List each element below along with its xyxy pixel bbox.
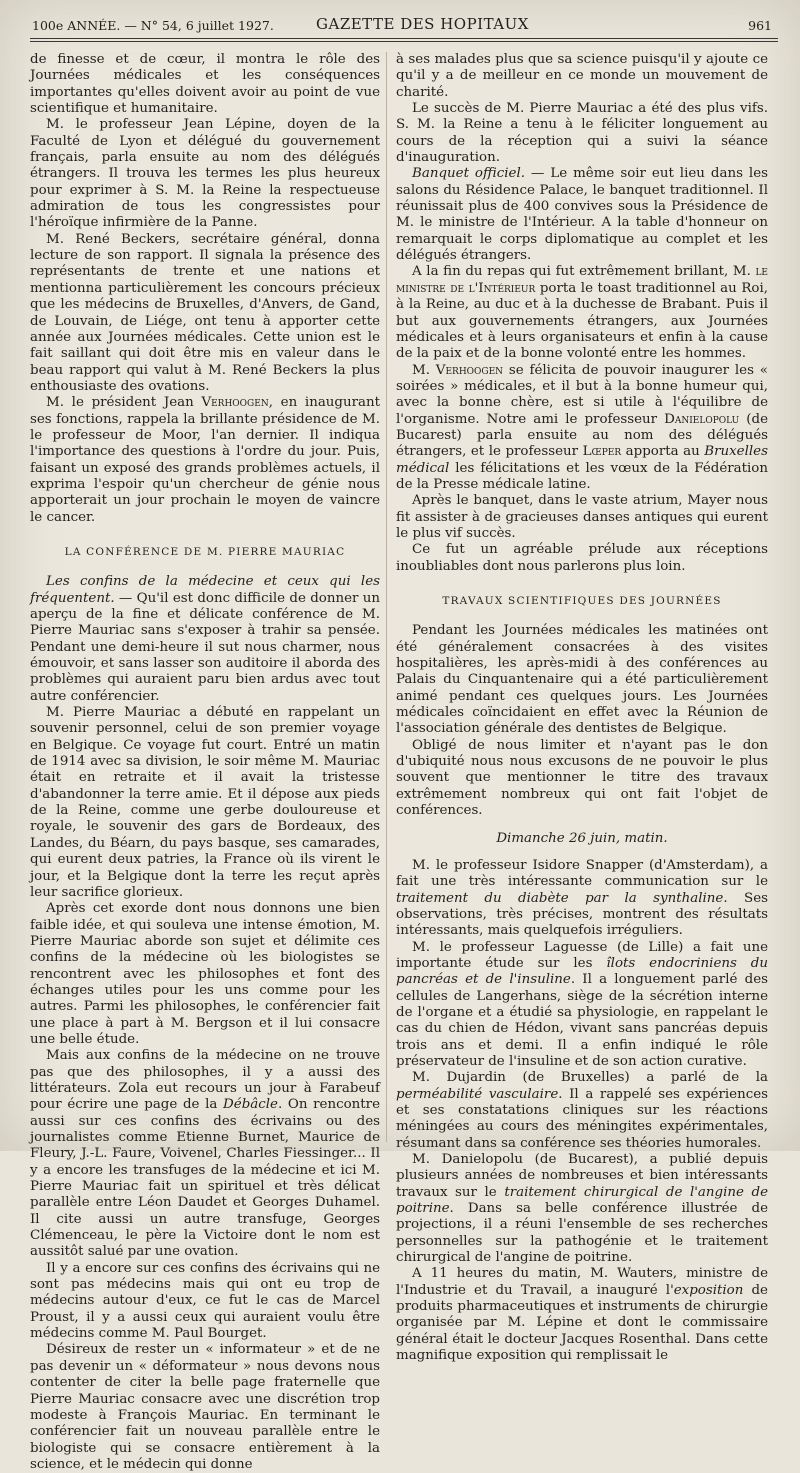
right-column: [396, 52, 768, 1364]
left-column: [30, 52, 380, 1473]
paragraph: Le succès de M. Pierre Mauriac a été des plus vifs. S. M. la Reine a tenu à le féliciter longuement au cours de la réception qui a suivi la séance d'inauguration.: [396, 101, 768, 166]
paragraph: M. Dujardin (de Bruxelles) a parlé de la perméabilité vasculaire. Il a rappelé ses expériences et ses constatations cliniques sur les réactions méningées au cours des méningites expérimentales, résumant dans sa conférence ses théories humorales.: [396, 1070, 768, 1151]
page-number: 961: [748, 18, 772, 33]
section-heading: LA CONFÉRENCE DE M. PIERRE MAURIAC: [64, 545, 346, 558]
section-heading: TRAVAUX SCIENTIFIQUES DES JOURNÉES: [442, 595, 722, 607]
paragraph: M. René Beckers, secrétaire général, donna lecture de son rapport. Il signala la présence des représentants de trente et une nations et mentionna particulièrement les concours précieux que les médecins de Bruxelles, d'Anvers, de Gand, de Louvain, de Liége, ont tenu à apporter cette année aux Journées médicales. Cette union est le fait saillant qui doit être mis en valeur dans le beau rapport qui valut à M. René Beckers la plus enthousiaste des ovations.: [30, 231, 380, 394]
header-rule: [30, 38, 778, 42]
paragraph: M. le professeur Jean Lépine, doyen de la Faculté de Lyon et délégué du gouvernement français, parla ensuite au nom des délégués étrangers. Il trouva les termes les plus heureux pour exprimer à S. M. la Reine la respectueuse admiration de tous les congressistes pour l'héroïque infirmière de la Panne.: [30, 117, 380, 231]
paragraph: M. le président Jean Verhoogen, en inaugurant ses fonctions, rappela la brillante présidence de M. le professeur de Moor, l'an dernier. Il indiqua l'importance des questions à l'ordre du jour. Puis, faisant un exposé des grands problèmes actuels, il exprima l'espoir qu'un chercheur de génie nous apporterait un jour prochain le moyen de vaincre le cancer.: [30, 395, 381, 525]
paragraph: Les confins de la médecine et ceux qui les fréquentent. — Qu'il est donc difficile de donner un aperçu de la fine et délicate conférence de M. Pierre Mauriac sans s'exposer à trahir sa pensée. Pendant une demi-heure il sut nous charmer, nous émouvoir, et sans lasser son auditoire il aborda des problèmes qui auraient paru bien ardus avec tout autre conférencier.: [30, 574, 380, 704]
page-header: [18, 14, 784, 36]
paragraph: à ses malades plus que sa science puisqu'il y ajoute ce qu'il y a de meilleur en ce monde un mouvement de charité.: [396, 52, 768, 100]
paragraph: Ce fut un agréable prélude aux réceptions inoubliables dont nous parlerons plus loin.: [396, 542, 768, 574]
paragraph: Mais aux confins de la médecine on ne trouve pas que des philosophes, il y a aussi des littérateurs. Zola eut recours un jour à Farabeuf pour écrire une page de la Débâcle. On rencontre aussi sur ces confins des écrivains ou des journalistes comme Etienne Burnet, Maurice de Fleury, J.-L. Faure, Voivenel, Charles Fiessinger... Il y a encore les transfuges de la médecine et ici M. Pierre Mauriac fait un spirituel et très délicat parallèle entre Léon Daudet et Georges Duhamel. Il cite aussi un autre transfuge, Georges Clémenceau, le père la Victoire dont le nom est aussitôt salué par une ovation.: [30, 1048, 381, 1260]
paragraph: Pendant les Journées médicales les matinées ont été généralement consacrées à des visites hospitalières, les après-midi à des conférences au Palais du Cinquantenaire qui a été particulièrement animé pendant ces quelques jours. Les Journées médicales coïncidaient en effet avec la Réunion de l'association générale des dentistes de Belgique.: [396, 623, 768, 737]
paragraph: Après le banquet, dans le vaste atrium, Mayer nous fit assister à de gracieuses danses antiques qui eurent le plus vif succès.: [396, 493, 768, 541]
paragraph: Banquet officiel. — Le même soir eut lieu dans les salons du Résidence Palace, le banquet traditionnel. Il réunissait plus de 400 convives sous la Présidence de M. le ministre de l'Intérieur. A la table d'honneur on remarquait le corps diplomatique au complet et les délégués étrangers.: [396, 166, 768, 264]
paragraph: M. Verhoogen se félicita de pouvoir inaugurer les « soirées » médicales, et il but à la bonne humeur qui, avec la bonne chère, est si utile à l'équilibre de l'organisme. Notre ami le professeur Danielopolu (de Bucarest) parla ensuite au nom des délégués étrangers, et le professeur Lœper apporta au Bruxelles médical les félicitations et les vœux de la Fédération de la Presse médicale latine.: [396, 362, 768, 492]
paragraph: de finesse et de cœur, il montra le rôle des Journées médicales et les conséquences importantes qu'elles doivent avoir au point de vue scientifique et humanitaire.: [30, 52, 380, 117]
paragraph: Désireux de rester un « informateur » et de ne pas devenir un « déformateur » nous devons nous contenter de citer la belle page fraternelle que Pierre Mauriac consacre avec une discrétion trop modeste à François Mauriac. En terminant le conférencier fait un nouveau parallèle entre le biologiste qui se consacre entièrement à la science, et le médecin qui donne: [30, 1342, 380, 1472]
issue-info: 100e ANNÉE. — N° 54, 6 juillet 1927.: [32, 18, 274, 33]
paragraph: M. Pierre Mauriac a débuté en rappelant un souvenir personnel, celui de son premier voyage en Belgique. Ce voyage fut court. Entré un matin de 1914 avec sa division, le soir même M. Mauriac était en retraite et il avait la tristesse d'abandonner la terre amie. Et il dépose aux pieds de la Reine, comme une gerbe douloureuse et royale, le souvenir des gars de Bordeaux, des Landes, du Béarn, du pays basque, ses camarades, qui eurent deux patries, la France où ils virent le jour, et la Belgique dont la terre les reçut après leur sacrifice glorieux.: [30, 705, 380, 900]
journal-title: GAZETTE DES HOPITAUX: [316, 15, 529, 33]
paragraph: A la fin du repas qui fut extrêmement brillant, M. le ministre de l'Intérieur porta le toast traditionnel au Roi, à la Reine, au duc et à la duchesse de Brabant. Puis il but aux gouvernements étrangers, aux Journées médicales et à leurs organisateurs et enfin à la cause de la paix et de la bonne volonté entre les hommes.: [396, 264, 769, 362]
paragraph: M. le professeur Laguesse (de Lille) a fait une importante étude sur les îlots endocriniens du pancréas et de l'insuline. Il a longuement parlé des cellules de Langerhans, siège de la sécrétion interne de l'organe et a étudié sa physiologie, en rappelant le cas du chien de Hédon, vivant sans pancréas depuis trois ans et demi. Il a enfin indiqué le rôle préservateur de l'insuline et de son action curative.: [396, 939, 768, 1069]
date-subheading: Dimanche 26 juin, matin.: [496, 831, 668, 847]
paragraph: M. Danielopolu (de Bucarest), a publié depuis plusieurs années de nombreuses et bien intéressants travaux sur le traitement chirurgical de l'angine de poitrine. Dans sa belle conférence illustrée de projections, il a réuni l'ensemble de ses recherches personnelles sur la pathogénie et le traitement chirurgical de l'angine de poitrine.: [396, 1152, 768, 1266]
paragraph: Obligé de nous limiter et n'ayant pas le don d'ubiquité nous nous excusons de ne pouvoir le plus souvent que mentionner le titre des travaux extrêmement nombreux qui ont fait l'objet de conférences.: [396, 737, 768, 819]
column-divider: [386, 52, 387, 1142]
paragraph: M. le professeur Isidore Snapper (d'Amsterdam), a fait une très intéressante communication sur le traitement du diabète par la synthaline. Ses observations, très précises, montrent des résultats intéressants, mais quelquefois irréguliers.: [396, 857, 768, 939]
paragraph: A 11 heures du matin, M. Wauters, ministre de l'Industrie et du Travail, a inauguré l'exposition de produits pharmaceutiques et instruments de chirurgie organisée par M. Lépine et dont le commissaire général était le docteur Jacques Rosenthal. Dans cette magnifique exposition qui remplissait le: [396, 1266, 768, 1364]
paragraph: Il y a encore sur ces confins des écrivains qui ne sont pas médecins mais qui ont eu trop de médecins autour d'eux, ce fut le cas de Marcel Proust, il y a aussi ceux qui auraient voulu être médecins comme M. Paul Bourget.: [30, 1260, 380, 1342]
paragraph: Après cet exorde dont nous donnons une bien faible idée, et qui souleva une intense émotion, M. Pierre Mauriac aborde son sujet et délimite ces confins de la médecine où les biologistes se rencontrent avec les philosophes et font des échanges utiles pour les uns comme pour les autres. Parmi les philosophes, le conférencier fait une place à part à M. Bergson et il lui consacre une belle étude.: [30, 901, 380, 1047]
